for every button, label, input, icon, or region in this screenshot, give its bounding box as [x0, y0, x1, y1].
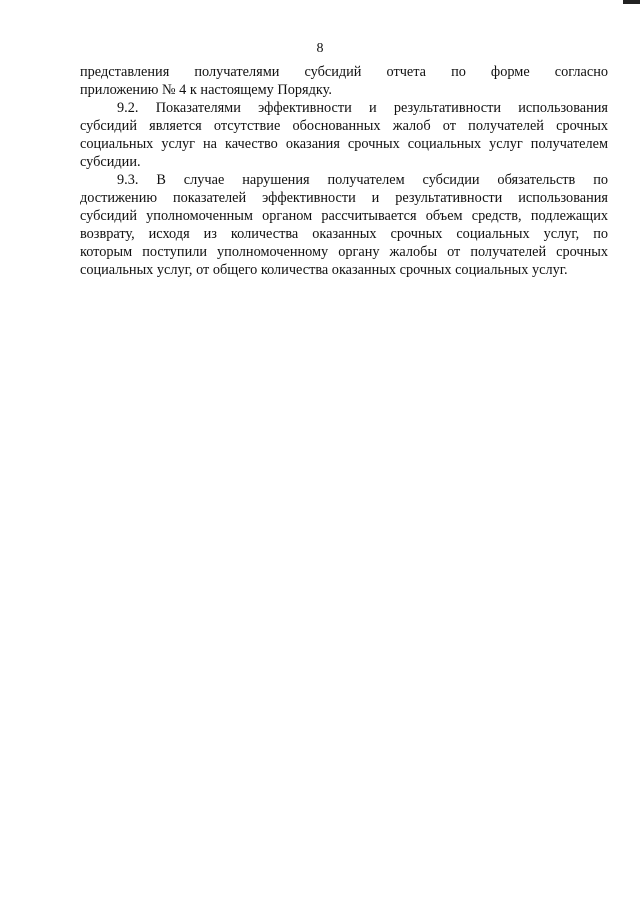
text-line: субсидий уполномоченным органом рассчитывается объем средств, подлежащих — [80, 208, 608, 224]
text-line: социальных услуг на качество оказания срочных социальных услуг получателем — [80, 136, 608, 152]
paragraph-9-3 — [80, 171, 608, 279]
paragraph-9-2 — [80, 99, 608, 171]
text-line: достижению показателей эффективности и результативности использования — [80, 190, 608, 206]
text-line: 9.3. В случае нарушения получателем субсидии обязательств по — [117, 172, 608, 188]
text-line: субсидий является отсутствие обоснованных жалоб от получателей срочных — [80, 118, 608, 134]
text-line: социальных услуг, от общего количества оказанных срочных социальных услуг. — [80, 262, 568, 278]
text-line: приложению № 4 к настоящему Порядку. — [80, 82, 332, 98]
paragraph-continuation — [80, 63, 608, 99]
text-line: которым поступили уполномоченному органу жалобы от получателей срочных — [80, 244, 608, 260]
text-line: 9.2. Показателями эффективности и результативности использования — [117, 100, 608, 116]
text-line: представления получателями субсидий отчета по форме согласно — [80, 64, 608, 80]
document-body — [80, 63, 608, 279]
scan-corner-mark — [623, 0, 640, 4]
text-line: возврату, исходя из количества оказанных срочных социальных услуг, по — [80, 226, 608, 242]
page-number: 8 — [316, 41, 324, 56]
text-line: субсидии. — [80, 154, 141, 170]
